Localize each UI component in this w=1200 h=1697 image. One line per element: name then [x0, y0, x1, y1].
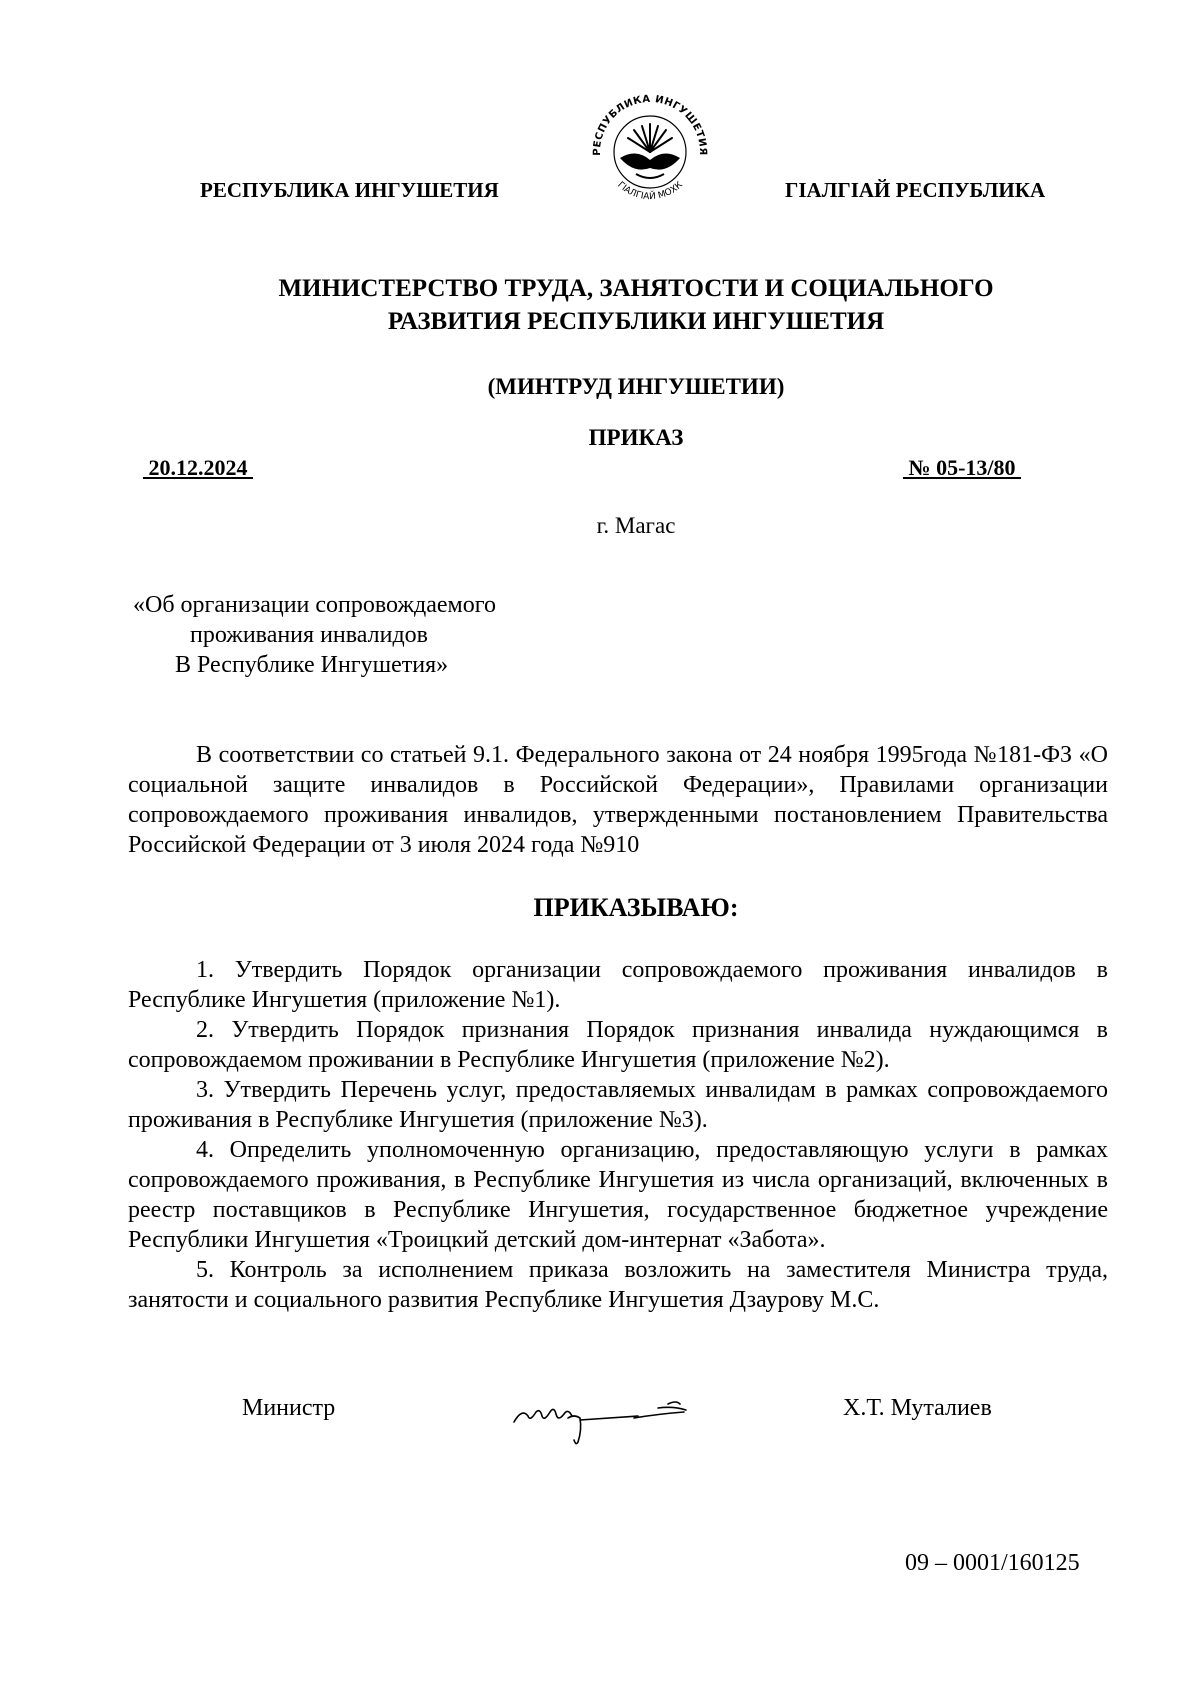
order-item-1: 1. Утвердить Порядок организации сопровождаемого проживания инвалидов в Республике Ингушетия (приложение №1). [128, 957, 1108, 1013]
header-left-title: РЕСПУБЛИКА ИНГУШЕТИЯ [200, 178, 499, 202]
order-number: № 05-13/80 [903, 455, 1022, 480]
order-subject-line1: «Об организации сопровождаемого [133, 592, 496, 618]
order-item-5: 5. Контроль за исполнением приказа возложить на заместителя Министра труда, занятости и социального развития Республике Ингушетия Дзаурову М.С. [128, 1257, 1108, 1313]
order-items [128, 955, 1108, 1315]
ministry-name-line1: МИНИСТЕРСТВО ТРУДА, ЗАНЯТОСТИ И СОЦИАЛЬНОГО [278, 275, 994, 302]
emblem-icon [586, 88, 714, 216]
ministry-name-line2: РАЗВИТИЯ РЕСПУБЛИКИ ИНГУШЕТИЯ [387, 308, 885, 335]
order-title: ПРИКАЗ [588, 425, 684, 450]
header-right-title: ГIАЛГIАЙ РЕСПУБЛИКА [785, 178, 1046, 202]
order-subject-line2: проживания инвалидов [190, 622, 428, 648]
emblem-bottom-text: ГIАЛГIАЙ МОХК [615, 180, 685, 203]
preamble-text: В соответствии со статьей 9.1. Федерального закона от 24 ноября 1995года №181-ФЗ «О социальной защите инвалидов в Российской Федерации», Правилами организации сопровождаемого проживания инвалидов, утвержденными постановлением Правительства Российской Федерации от 3 июля 2024 года №910 [128, 742, 1108, 858]
preamble [128, 740, 1108, 860]
decree-heading: ПРИКАЗЫВАЮ: [533, 893, 739, 922]
signatory-title: Министр [242, 1395, 336, 1421]
order-subject [133, 590, 496, 680]
order-subject-line3: В Республике Ингушетия» [175, 652, 449, 678]
svg-text:ГIАЛГIАЙ МОХК [615, 180, 685, 202]
order-item-3: 3. Утвердить Перечень услуг, предоставляемых инвалидам в рамках сопровождаемого проживания в Республике Ингушетия (приложение №3). [128, 1077, 1108, 1133]
handwritten-signature [508, 1378, 708, 1448]
order-date: 20.12.2024 [143, 455, 253, 480]
ministry-name [0, 272, 1200, 338]
order-item-2: 2. Утвердить Порядок признания Порядок признания инвалида нуждающимся в сопровождаемом проживании в Республике Ингушетия (приложение №2). [128, 1017, 1108, 1073]
order-item-4: 4. Определить уполномоченную организацию, предоставляющую услуги в рамках сопровождаемого проживания, в Республике Ингушетия из числа организаций, включенных в реестр поставщиков в Республике Ингушетия, государственное бюджетное учреждение Республики Ингушетия «Троицкий детский дом-интернат «Забота». [128, 1137, 1108, 1253]
emblem-top-text: РЕСПУБЛИКА ИНГУШЕТИЯ [591, 93, 709, 156]
signatory-name: Х.Т. Муталиев [843, 1395, 992, 1421]
order-city: г. Магас [596, 513, 676, 538]
ministry-short-name: (МИНТРУД ИНГУШЕТИИ) [487, 374, 785, 399]
registration-number: 09 – 0001/160125 [905, 1550, 1080, 1576]
